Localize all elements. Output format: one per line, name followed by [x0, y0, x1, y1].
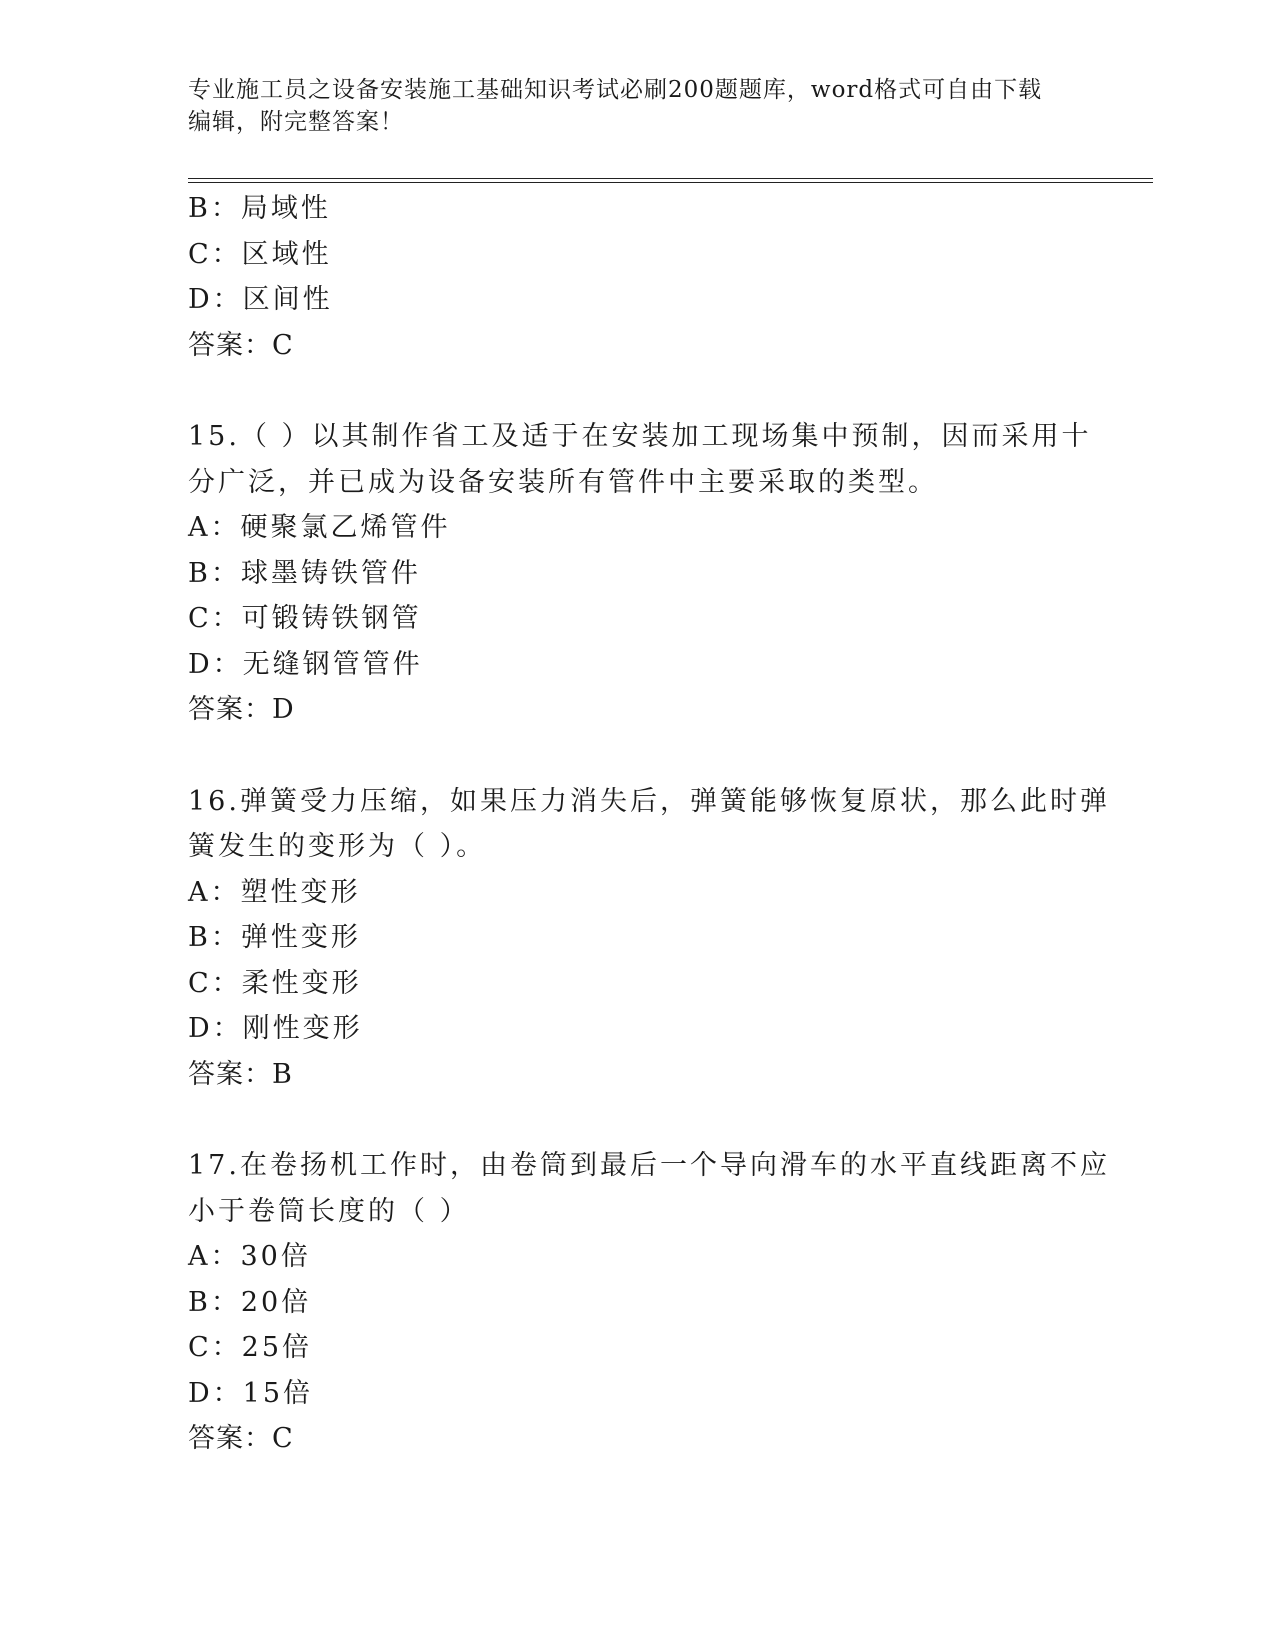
- option-c: C：可锻铸铁钢管: [188, 603, 422, 634]
- question-16: [188, 779, 1110, 1098]
- option-b: B：球墨铸铁管件: [188, 557, 421, 589]
- header-divider-top: [188, 178, 1153, 179]
- header-divider-bottom: [188, 182, 1153, 183]
- question-stem-line: 小于卷筒长度的（ ）: [188, 1195, 470, 1227]
- option-c: C：区域性: [188, 238, 332, 270]
- question-17: [188, 1143, 1110, 1462]
- option-a: A：硬聚氯乙烯管件: [188, 512, 451, 543]
- document-body: [188, 186, 1110, 1462]
- option-d: D：无缝钢管管件: [188, 648, 423, 680]
- header-line-2: 编辑，附完整答案！: [188, 109, 404, 135]
- question-stem-line: 15.（ ）以其制作省工及适于在安装加工现场集中预制，因而采用十: [188, 421, 1092, 452]
- partial-question: [188, 186, 1088, 368]
- option-a: A：塑性变形: [188, 876, 361, 908]
- question-stem-line: 簧发生的变形为（ ）。: [188, 831, 487, 862]
- answer-line: 答案：B: [188, 1058, 293, 1090]
- document-header: [188, 74, 1088, 138]
- option-d: D：刚性变形: [188, 1013, 363, 1044]
- option-c: C：柔性变形: [188, 967, 362, 999]
- option-a: A：30倍: [188, 1241, 311, 1272]
- option-b: B：弹性变形: [188, 922, 361, 953]
- question-stem-line: 17.在卷扬机工作时，由卷筒到最后一个导向滑车的水平直线距离不应: [188, 1150, 1110, 1181]
- question-stem-line: 分广泛，并已成为设备安装所有管件中主要采取的类型。: [188, 466, 938, 498]
- answer-line: 答案：D: [188, 694, 295, 725]
- question-15: [188, 414, 1092, 733]
- option-d: D：区间性: [188, 284, 333, 315]
- option-b: B：20倍: [188, 1286, 312, 1318]
- option-b: B：局域性: [188, 193, 331, 224]
- question-stem-line: 16.弹簧受力压缩，如果压力消失后，弹簧能够恢复原状，那么此时弹: [188, 785, 1110, 817]
- answer-line: 答案：C: [188, 329, 294, 361]
- answer-line: 答案：C: [188, 1423, 294, 1454]
- header-line-1: 专业施工员之设备安装施工基础知识考试必刷200题题库，word格式可自由下载: [188, 77, 1043, 103]
- option-c: C：25倍: [188, 1332, 313, 1363]
- option-d: D：15倍: [188, 1377, 314, 1409]
